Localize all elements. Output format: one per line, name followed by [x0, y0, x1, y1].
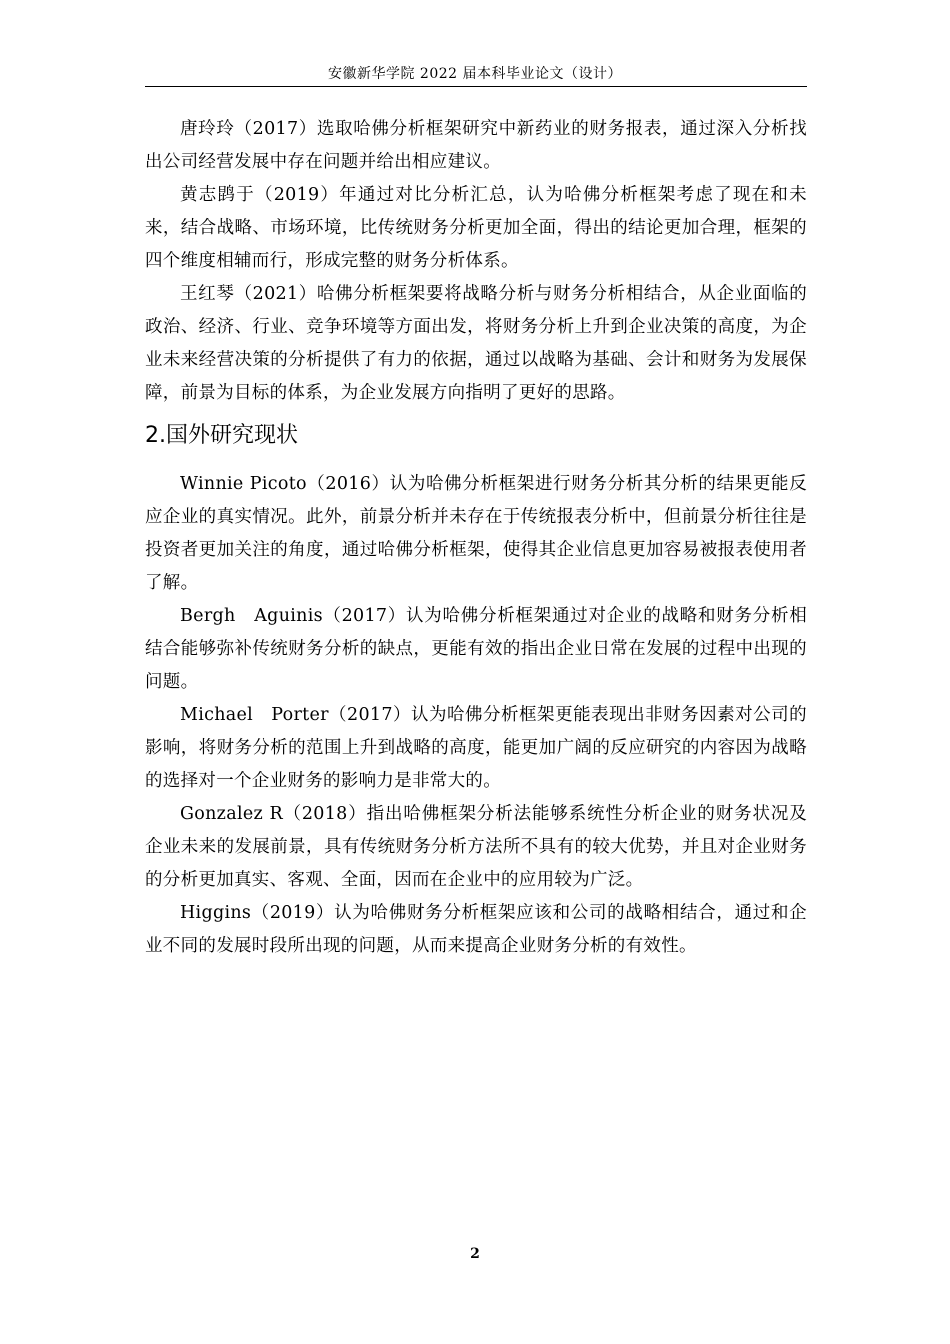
- running-header: 安徽新华学院 2022 届本科毕业论文（设计）: [327, 66, 623, 82]
- page-number: 2: [470, 1246, 480, 1262]
- paragraph-tang-lingling: 唐玲玲（2017）选取哈佛分析框架研究中新药业的财务报表，通过深入分析找出公司经营发展中存在问题并给出相应建议。: [145, 119, 807, 172]
- paragraph-higgins: Higgins（2019）认为哈佛财务分析框架应该和公司的战略相结合，通过和企业不同的发展时段所出现的问题，从而来提高企业财务分析的有效性。: [145, 903, 807, 956]
- paragraph-huang-zhikun: 黄志鹍于（2019）年通过对比分析汇总，认为哈佛分析框架考虑了现在和未来，结合战略、市场环境，比传统财务分析更加全面，得出的结论更加合理，框架的四个维度相辅而行，形成完整的财务分析体系。: [145, 185, 807, 271]
- paragraph-wang-hongqin: 王红琴（2021）哈佛分析框架要将战略分析与财务分析相结合，从企业面临的政治、经济、行业、竞争环境等方面出发，将财务分析上升到企业决策的高度，为企业未来经营决策的分析提供了有力的依据，通过以战略为基础、会计和财务为发展保障，前景为目标的体系，为企业发展方向指明了更好的思路。: [145, 284, 807, 403]
- paragraph-gonzalez: Gonzalez R（2018）指出哈佛框架分析法能够系统性分析企业的财务状况及企业未来的发展前景，具有传统财务分析方法所不具有的较大优势，并且对企业财务的分析更加真实、客观、全面，因而在企业中的应用较为广泛。: [145, 804, 807, 890]
- paragraph-michael-porter: Michael Porter（2017）认为哈佛分析框架更能表现出非财务因素对公司的影响，将财务分析的范围上升到战略的高度，能更加广阔的反应研究的内容因为战略的选择对一个企业财务的影响力是非常大的。: [145, 705, 807, 791]
- section-heading: 2.国外研究现状: [145, 423, 298, 448]
- paragraph-winnie-picoto: Winnie Picoto（2016）认为哈佛分析框架进行财务分析其分析的结果更能反应企业的真实情况。此外，前景分析并未存在于传统报表分析中，但前景分析往往是投资者更加关注的角度，通过哈佛分析框架，使得其企业信息更加容易被报表使用者了解。: [145, 474, 807, 593]
- header-rule: [145, 86, 807, 87]
- paragraph-bergh-aguinis: Bergh Aguinis（2017）认为哈佛分析框架通过对企业的战略和财务分析相结合能够弥补传统财务分析的缺点，更能有效的指出企业日常在发展的过程中出现的问题。: [145, 606, 807, 692]
